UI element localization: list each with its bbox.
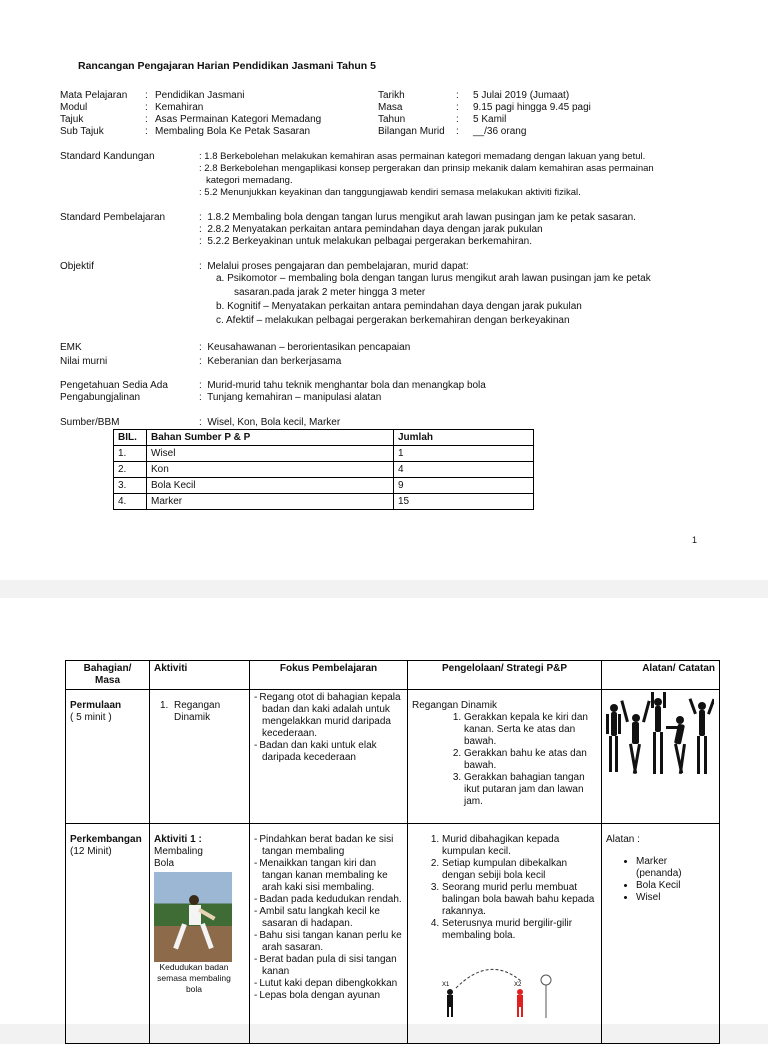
strategi-title: Regangan Dinamik [412, 700, 498, 711]
table-cell: Wisel [147, 446, 394, 462]
header-cell: Alatan/ Catatan [602, 661, 720, 690]
table-cell: 15 [394, 494, 534, 510]
sk-line: kategori memadang. [206, 175, 293, 186]
info-label: Modul [60, 102, 88, 113]
list-item: • Bola Kecil [636, 880, 706, 892]
masa: (12 Minit) [70, 846, 112, 857]
info-colon: : [145, 126, 148, 137]
info-value: __/36 orang [473, 126, 527, 137]
pg-value: : Tunjang kemahiran – manipulasi alatan [199, 392, 382, 403]
nilai-label: Nilai murni [60, 356, 108, 367]
sumber-value: : Wisel, Kon, Bola kecil, Marker [199, 417, 341, 428]
list-item: 3. Seorang murid perlu membuat balingan bola bawah bahu kepada rakannya. [442, 882, 597, 918]
throwing-diagram [442, 958, 562, 1018]
list-item: - Berat badan pula di sisi tangan kanan [254, 954, 403, 978]
table-cell: 1. [114, 446, 147, 462]
table-cell: 2. [114, 462, 147, 478]
list-item: 2. Setiap kumpulan dibekalkan dengan sebiji bola kecil [442, 858, 597, 882]
strategi-list [412, 834, 597, 942]
table-cell: 1 [394, 446, 534, 462]
emk-label: EMK [60, 342, 82, 353]
info-value: Membaling Bola Ke Petak Sasaran [155, 126, 311, 137]
list-number: 1. [160, 700, 169, 711]
masa: ( 5 minit ) [70, 712, 112, 723]
info-value: 9.15 pagi hingga 9.45 pagi [473, 102, 591, 113]
bbm-table [113, 429, 534, 510]
target-icon [541, 975, 551, 1018]
aktiviti-label: Regangan Dinamik [174, 700, 221, 723]
table-row [114, 478, 534, 494]
info-colon: : [145, 102, 148, 113]
header-cell: Bahan Sumber P & P [147, 430, 394, 446]
header-cell: Pengelolaan/ Strategi P&P [408, 661, 602, 690]
list-item: 1. Murid dibahagikan kepada kumpulan kecil. [442, 834, 597, 858]
list-item: - Bahu sisi tangan kanan perlu ke arah sasaran. [254, 930, 403, 954]
table-cell [250, 824, 408, 1044]
document-title: Rancangan Pengajaran Harian Pendidikan Jasmani Tahun 5 [78, 60, 376, 72]
psa-label: Pengetahuan Sedia Ada [60, 380, 168, 391]
sp-line: : 5.2.2 Berkeyakinan untuk melakukan pelbagai pergerakan berkemahiran. [199, 236, 532, 247]
info-label: Bilangan Murid [378, 126, 445, 137]
sk-label: Standard Kandungan [60, 151, 155, 162]
obj-line: b. Kognitif – Menyatakan perkaitan antara pemindahan daya dengan jarak pukulan [216, 301, 582, 312]
bahagian: Permulaan [70, 700, 122, 711]
page-number: 1 [692, 535, 698, 545]
obj-line: c. Afektif – melakukan pelbagai pergerakan berkemahiran dengan berkeyakinan [216, 315, 570, 326]
sk-line: : 1.8 Berkebolehan melakukan kemahiran asas permainan kategori memadang dengan lakuan yang betul. [199, 151, 646, 162]
list-item: 1. Gerakkan kepala ke kiri dan kanan. Serta ke atas dan bawah. [464, 712, 597, 748]
aktiviti-label: Membaling Bola [154, 846, 203, 869]
obj-line: a. Psikomotor – membaling bola dengan tangan lurus mengikut arah lawan pusingan jam ke petak [216, 273, 651, 284]
header-cell: Aktiviti [150, 661, 250, 690]
table-cell: 4. [114, 494, 147, 510]
emk-value: : Keusahawanan – berorientasikan pencapaian [199, 342, 411, 353]
table-row [114, 462, 534, 478]
list-item: 3. Gerakkan bahagian tangan ikut putaran jam dan lawan jam. [464, 772, 597, 808]
diagram-label: X1 [442, 982, 450, 988]
fokus-list [254, 692, 403, 764]
list-item: - Menaikkan tangan kiri dan tangan kanan membaling ke arah kaki sisi membaling. [254, 858, 403, 894]
sp-label: Standard Pembelajaran [60, 212, 166, 223]
table-row [66, 690, 720, 824]
diagram-label: X2 [514, 982, 522, 988]
list-item: • Wisel [636, 892, 706, 904]
list-item: 2. Gerakkan bahu ke atas dan bawah. [464, 748, 597, 772]
photo-caption: Kedudukan badan semasa membaling bola [157, 962, 231, 994]
info-value: 5 Kamil [473, 114, 507, 125]
table-cell: Bola Kecil [147, 478, 394, 494]
sumber-label: Sumber/BBM [60, 417, 120, 428]
obj-line: sasaran.pada jarak 2 meter hingga 3 meter [234, 287, 426, 298]
bahagian: Perkembangan [70, 834, 142, 845]
info-colon: : [456, 102, 459, 113]
list-item: - Lutut kaki depan dibengkokkan [254, 978, 403, 990]
header-cell: BIL. [114, 430, 147, 446]
aktiviti [154, 700, 245, 724]
header-cell: Bahagian/ Masa [66, 661, 150, 690]
ball-path [456, 969, 522, 988]
info-colon: : [456, 90, 459, 101]
info-colon: : [145, 90, 148, 101]
table-cell [250, 690, 408, 824]
table-cell [150, 824, 250, 1044]
nilai-value: : Keberanian dan berkerjasama [199, 356, 342, 367]
info-colon: : [456, 114, 459, 125]
info-value: Kemahiran [155, 102, 204, 113]
table-row [114, 446, 534, 462]
header-cell: Fokus Pembelajaran [250, 661, 408, 690]
list-item: - Lepas bola dengan ayunan [254, 990, 403, 1002]
info-colon: : [145, 114, 148, 125]
table-cell: 9 [394, 478, 534, 494]
throwing-photo [154, 872, 232, 962]
list-item: - Badan dan kaki untuk elak daripada kecederaan [254, 740, 403, 764]
pg-label: Pengabungjalinan [60, 392, 141, 403]
list-item: - Ambil satu langkah kecil ke sasaran di hadapan. [254, 906, 403, 930]
player-two-icon [517, 989, 523, 1017]
student-figure-icon [154, 872, 232, 962]
info-label: Sub Tajuk [60, 126, 104, 137]
info-value: Asas Permainan Kategori Memadang [155, 114, 322, 125]
strategi-list [412, 712, 597, 808]
table-header-row [66, 661, 720, 690]
aktiviti-title: Aktiviti 1 : [154, 834, 202, 845]
table-cell [66, 824, 150, 1044]
list-item: - Regang otot di bahagian kepala badan dan kaki adalah untuk mengelakkan murid daripada kecederaan. [254, 692, 403, 740]
table-cell [66, 690, 150, 824]
list-item: 4. Seterusnya murid bergilir-gilir membaling bola. [442, 918, 597, 942]
table-cell: 3. [114, 478, 147, 494]
alatan-label: Alatan : [606, 834, 640, 845]
info-colon: : [456, 126, 459, 137]
obj-intro: : Melalui proses pengajaran dan pembelajaran, murid dapat: [199, 261, 469, 272]
table-cell [602, 690, 720, 824]
table-cell: 4 [394, 462, 534, 478]
list-item: - Pindahkan berat badan ke sisi tangan membaling [254, 834, 403, 858]
obj-label: Objektif [60, 261, 94, 272]
table-cell [602, 824, 720, 1044]
info-label: Masa [378, 102, 403, 113]
table-row [114, 494, 534, 510]
table-cell [408, 824, 602, 1044]
header-cell: Jumlah [394, 430, 534, 446]
psa-value: : Murid-murid tahu teknik menghantar bola dan menangkap bola [199, 380, 486, 391]
fokus-list [254, 834, 403, 1002]
info-label: Tahun [378, 114, 406, 125]
rph-table [65, 660, 720, 1044]
table-cell [150, 690, 250, 824]
sk-line: : 2.8 Berkebolehan mengaplikasi konsep pergerakan dan prinsip mekanik dalam kemahiran asas permainan [199, 163, 654, 174]
player-one-icon [447, 989, 453, 1017]
list-item: - Badan pada kedudukan rendah. [254, 894, 403, 906]
table-row [66, 824, 720, 1044]
info-value: 5 Julai 2019 (Jumaat) [473, 90, 570, 101]
table-header-row [114, 430, 534, 446]
info-label: Tarikh [378, 90, 405, 101]
sk-line: : 5.2 Menunjukkan keyakinan dan tanggungjawab kendiri semasa melakukan aktiviti fizikal. [199, 187, 581, 198]
sp-line: : 1.8.2 Membaling bola dengan tangan lurus mengikut arah lawan pusingan jam ke petak sasaran. [199, 212, 636, 223]
table-cell: Marker [147, 494, 394, 510]
table-cell [408, 690, 602, 824]
document-page-2 [0, 598, 768, 1024]
info-value: Pendidikan Jasmani [155, 90, 245, 101]
alatan-list [606, 856, 706, 904]
info-label: Tajuk [60, 114, 84, 125]
info-label: Mata Pelajaran [60, 90, 128, 101]
list-item: • Marker (penanda) [636, 856, 706, 880]
stretching-silhouettes-image [606, 692, 714, 782]
sp-line: : 2.8.2 Menyatakan perkaitan antara pemindahan daya dengan jarak pukulan [199, 224, 543, 235]
table-cell: Kon [147, 462, 394, 478]
